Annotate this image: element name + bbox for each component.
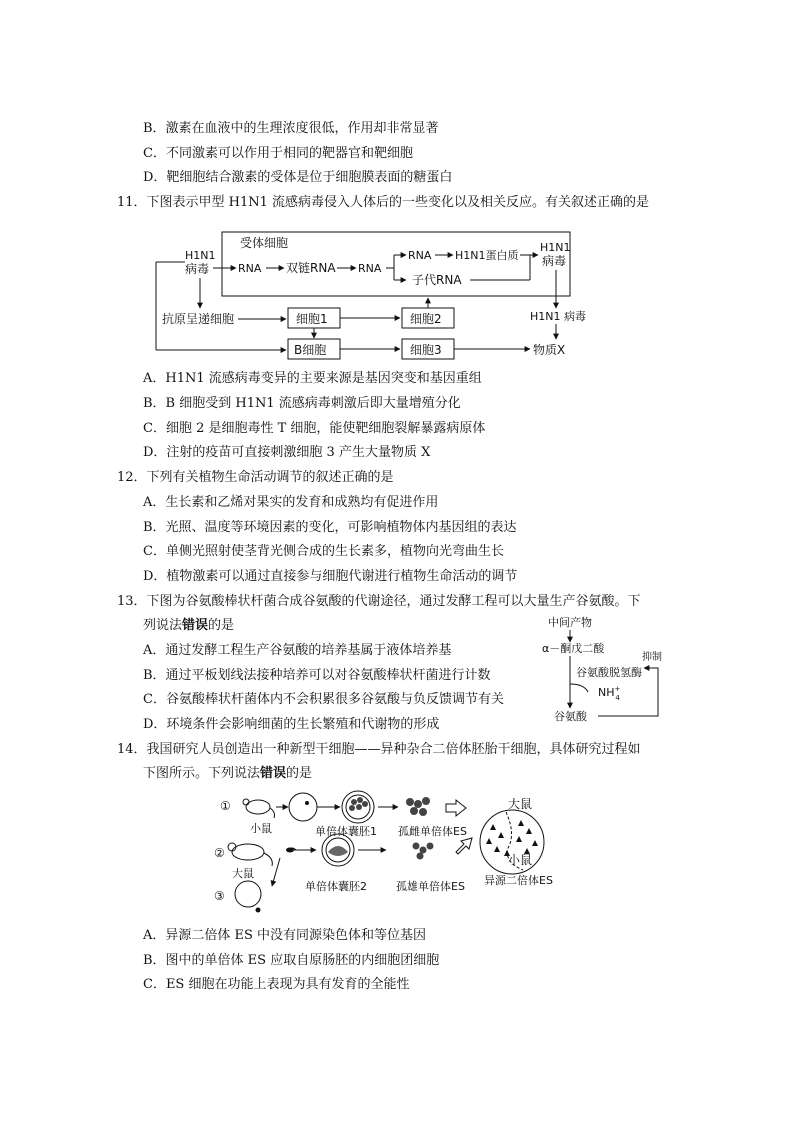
hetero-mouse-label: 小鼠 <box>508 853 533 867</box>
q11-stem: 11．下图表示甲型 H1N1 流感病毒侵入人体后的一些变化以及相关反应。有关叙述正确的是 <box>117 195 650 210</box>
blastocyst-1 <box>342 791 374 823</box>
q12-option-a: A．生长素和乙烯对果实的发育和成熟均有促进作用 <box>143 495 439 510</box>
q13-stem-line1: 13．下图为谷氨酸棒状杆菌合成谷氨酸的代谢途径，通过发酵工程可以大量生产谷氨酸。下 <box>117 594 641 609</box>
rna-2: RNA <box>358 262 382 275</box>
q14-stem-line1: 14．我国研究人员创造出一种新型干细胞——异种杂合二倍体胚胎干细胞，具体研究过程如 <box>117 742 641 757</box>
substance-x-label: 物质X <box>533 343 566 357</box>
double-strand-rna: 双链RNA <box>286 261 336 275</box>
receptor-cell-label: 受体细胞 <box>240 236 289 250</box>
q14-stem-text: 下图所示。下列说法 <box>143 766 261 781</box>
hetero-rat-label: 大鼠 <box>508 797 533 811</box>
q13-option-a: A．通过发酵工程生产谷氨酸的培养基属于液体培养基 <box>143 643 452 658</box>
androgenetic-es: 孤雄单倍体ES <box>396 880 465 893</box>
akg-label: α－酮戊二酸 <box>542 642 605 655</box>
q14-figure <box>214 790 568 915</box>
oocyte-2 <box>235 881 261 907</box>
glutamate-label: 谷氨酸 <box>554 710 587 723</box>
rat-label: 大鼠 <box>232 867 254 880</box>
virus-out-label-1: H1N1 <box>540 241 571 254</box>
apc-label: 抗原呈递细胞 <box>162 312 235 326</box>
q13-stem-tail: 的是 <box>208 618 235 633</box>
haploid-blastocyst-1: 单倍体囊胚1 <box>315 825 377 838</box>
q10-option-b: B．激素在血液中的生理浓度很低，作用却非常显著 <box>143 121 439 136</box>
cell3-label: 细胞3 <box>410 343 442 357</box>
q12-stem: 12．下列有关植物生命活动调节的叙述正确的是 <box>117 470 394 485</box>
q14-option-a: A．异源二倍体 ES 中没有同源染色体和等位基因 <box>143 928 427 943</box>
hetero-diploid-label: 异源二倍体ES <box>484 874 553 887</box>
nh4-label: NH+ 4 <box>598 685 621 702</box>
virus-in-label-1: H1N1 <box>185 249 216 262</box>
h1n1-protein: H1N1蛋白质 <box>455 249 519 262</box>
rna-3: RNA <box>408 249 432 262</box>
es-cells-female <box>406 797 430 816</box>
q11-figure <box>150 228 600 362</box>
q11-option-a: A．H1N1 流感病毒变异的主要来源是基因突变和基因重组 <box>143 371 482 386</box>
num-2: ② <box>214 846 225 860</box>
virus-out-label-2: 病毒 <box>542 254 567 268</box>
q14-stem-line2 <box>143 765 312 783</box>
q11-option-b: B．B 细胞受到 H1N1 流感病毒刺激后即大量增殖分化 <box>143 396 461 411</box>
q13-emphasis: 错误 <box>182 618 209 633</box>
es-cells-male <box>413 843 434 860</box>
q13-stem-line2 <box>143 617 234 635</box>
b-cell-label: B细胞 <box>294 343 327 357</box>
num-1: ① <box>220 799 231 813</box>
q13-option-d: D．环境条件会影响细菌的生长繁殖和代谢物的形成 <box>143 717 440 732</box>
blastocyst-2 <box>322 834 354 866</box>
q14-option-b: B．图中的单倍体 ES 应取自原肠胚的内细胞团细胞 <box>143 953 440 968</box>
q12-option-c: C．单侧光照射使茎背光侧合成的生长素多，植物向光弯曲生长 <box>143 544 504 559</box>
q14-stem-tail: 的是 <box>286 766 313 781</box>
mouse-label: 小鼠 <box>250 822 272 835</box>
q13-figure <box>536 612 676 722</box>
rat-icon <box>228 843 272 866</box>
q12-option-d: D．植物激素可以通过直接参与细胞代谢进行植物生命活动的调节 <box>143 569 518 584</box>
haploid-blastocyst-2: 单倍体囊胚2 <box>305 880 367 893</box>
q14-option-c: C．ES 细胞在功能上表现为具有发育的全能性 <box>143 977 410 992</box>
progeny-rna: 子代RNA <box>412 273 462 287</box>
q11-option-c: C．细胞 2 是细胞毒性 T 细胞，能使靶细胞裂解暴露病原体 <box>143 421 486 436</box>
q13-stem-text: 列说法 <box>143 618 183 633</box>
inhibit-label: 抑制 <box>642 652 662 663</box>
q13-option-b: B．通过平板划线法接种培养可以对谷氨酸棒状杆菌进行计数 <box>143 668 491 683</box>
cell1-label: 细胞1 <box>296 312 328 326</box>
enzyme-label: 谷氨酸脱氢酶 <box>576 666 642 679</box>
q11-option-d: D．注射的疫苗可直接刺激细胞 3 产生大量物质 X <box>143 445 431 460</box>
cell2-label: 细胞2 <box>410 312 442 326</box>
virus-in-label-2: 病毒 <box>185 262 210 276</box>
rna-1: RNA <box>238 262 262 275</box>
mouse-icon <box>243 799 275 818</box>
q10-option-d: D．靶细胞结合激素的受体是位于细胞膜表面的糖蛋白 <box>143 170 453 185</box>
intermediate-label: 中间产物 <box>548 616 592 629</box>
q12-option-b: B．光照、温度等环境因素的变化，可影响植物体内基因组的表达 <box>143 520 517 535</box>
num-3: ③ <box>214 889 225 903</box>
parthenogenetic-es: 孤雌单倍体ES <box>398 825 467 838</box>
q14-emphasis: 错误 <box>260 766 287 781</box>
oocyte-1 <box>289 793 317 821</box>
virus-bottom-label: H1N1 病毒 <box>530 310 586 323</box>
q10-option-c: C．不同激素可以作用于相同的靶器官和靶细胞 <box>143 146 413 161</box>
q13-option-c: C．谷氨酸棒状杆菌体内不会积累很多谷氨酸与负反馈调节有关 <box>143 692 504 707</box>
